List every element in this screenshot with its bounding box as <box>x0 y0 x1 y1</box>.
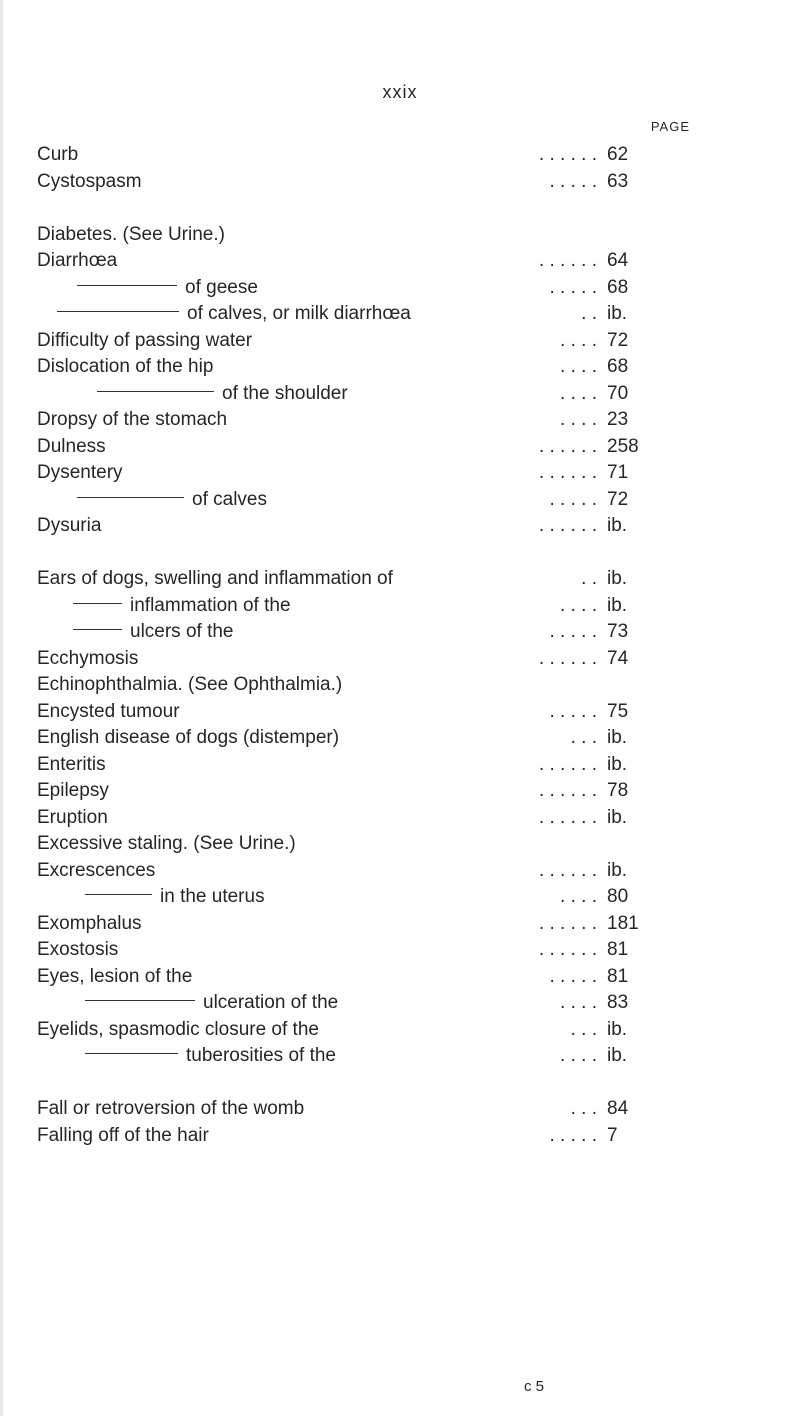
ditto-dash <box>85 1053 178 1054</box>
entry-page-number: 81 <box>607 939 629 960</box>
entry-label: English disease of dogs (distemper) <box>37 727 340 748</box>
entry-label: ulcers of the <box>130 621 234 642</box>
index-entry <box>37 566 697 593</box>
entry-label: Difficulty of passing water <box>37 329 253 351</box>
ditto-dash <box>73 629 122 630</box>
dot-leader: . . . . . <box>549 621 597 642</box>
entry-page-number: 72 <box>607 488 629 510</box>
index-entry <box>37 354 697 381</box>
index-entry <box>37 593 697 620</box>
index-entry <box>37 858 697 885</box>
entry-label: Encysted tumour <box>37 700 180 722</box>
entry-label: tuberosities of the <box>186 1045 336 1066</box>
entry-label: Falling off of the hair <box>37 1124 209 1146</box>
index-entry <box>37 1043 697 1070</box>
dot-leader: . . . . . <box>549 1124 597 1146</box>
dot-leader: . . . . . <box>549 276 597 298</box>
entry-page-number: ib. <box>607 727 628 748</box>
dot-leader: . . . . . <box>549 700 597 722</box>
dot-leader: . . . . <box>560 329 597 351</box>
index-entry <box>37 407 697 434</box>
index-entry <box>37 275 697 302</box>
entry-label: of calves, or milk diarrhœa <box>187 303 411 324</box>
dot-leader: . . . . <box>560 886 597 907</box>
entry-page-number: 64 <box>607 250 629 271</box>
dot-leader: . . <box>581 303 597 324</box>
entry-page-number: 62 <box>607 144 629 165</box>
dot-leader: . . . <box>570 1098 597 1119</box>
index-entry <box>37 1096 697 1123</box>
index-entry <box>37 911 697 938</box>
index-entry <box>37 831 697 858</box>
index-entry <box>37 725 697 752</box>
index-entry <box>37 487 697 514</box>
entry-label: Dysentery <box>37 462 123 483</box>
dot-leader: . . . . . . <box>538 435 597 457</box>
dot-leader: . . . . . . <box>538 780 597 801</box>
entry-label: Cystospasm <box>37 170 142 192</box>
entry-label: of calves <box>192 488 267 510</box>
entry-page-number: ib. <box>607 1045 628 1066</box>
entry-label: Exostosis <box>37 939 119 960</box>
dot-leader: . . . . <box>560 382 597 404</box>
dot-leader: . . . . . . <box>538 939 597 960</box>
entry-page-number: 70 <box>607 382 629 404</box>
index-entry <box>37 884 697 911</box>
index-entry <box>37 460 697 487</box>
entry-label: Echinophthalmia. (See Ophthalmia.) <box>37 674 343 695</box>
entry-label: Dislocation of the hip <box>37 356 214 377</box>
index-entry <box>37 699 697 726</box>
index-entry <box>37 1123 697 1150</box>
page-column-header: PAGE <box>650 119 690 134</box>
index-entry <box>37 805 697 832</box>
index-list <box>37 142 697 1149</box>
entry-page-number: 73 <box>607 621 629 642</box>
dot-leader: . . . . <box>560 992 597 1013</box>
entry-page-number: 80 <box>607 886 629 907</box>
entry-page-number: 75 <box>607 700 629 722</box>
index-entry <box>37 619 697 646</box>
dot-leader: . . . . . . <box>538 462 597 483</box>
ditto-dash <box>77 497 184 498</box>
dot-leader: . . <box>581 568 597 589</box>
entry-label: Dulness <box>37 435 106 457</box>
entry-label: Dropsy of the stomach <box>37 409 228 430</box>
entry-label: Eyelids, spasmodic closure of the <box>37 1018 319 1040</box>
section-gap <box>37 195 697 222</box>
entry-page-number: ib. <box>607 806 628 828</box>
dot-leader: . . . . <box>560 356 597 377</box>
entry-label: Ears of dogs, swelling and inflammation of <box>37 568 393 589</box>
entry-label: of the shoulder <box>222 382 348 404</box>
entry-label: ulceration of the <box>203 992 339 1013</box>
dot-leader: . . . . . . <box>538 250 597 271</box>
entry-page-number: 83 <box>607 992 629 1013</box>
index-entry <box>37 248 697 275</box>
entry-label: Excrescences <box>37 859 156 881</box>
ditto-dash <box>85 1000 195 1001</box>
index-entry <box>37 778 697 805</box>
index-entry <box>37 752 697 779</box>
entry-page-number: 63 <box>607 170 629 192</box>
section-gap <box>37 540 697 567</box>
entry-label: Eruption <box>37 806 108 828</box>
entry-page-number: 71 <box>607 462 629 483</box>
entry-page-number: 74 <box>607 647 629 669</box>
entry-page-number: ib. <box>607 594 628 616</box>
entry-label: Diarrhœa <box>37 250 118 271</box>
ditto-dash <box>97 391 214 392</box>
index-entry <box>37 169 697 196</box>
entry-label: inflammation of the <box>130 594 291 616</box>
entry-label: of geese <box>185 276 258 298</box>
ditto-dash <box>85 894 152 895</box>
index-entry <box>37 672 697 699</box>
entry-page-number: 72 <box>607 329 629 351</box>
dot-leader: . . . . . . <box>538 144 597 165</box>
entry-page-number: 84 <box>607 1098 629 1119</box>
entry-page-number: 81 <box>607 965 629 987</box>
dot-leader: . . . . . . <box>538 753 597 775</box>
index-entry <box>37 937 697 964</box>
entry-page-number: ib. <box>607 303 628 324</box>
index-entry <box>37 222 697 249</box>
page-number: xxix <box>382 82 418 102</box>
ditto-dash <box>77 285 177 286</box>
entry-page-number: 7 <box>607 1124 618 1146</box>
entry-page-number: 181 <box>607 912 639 934</box>
entry-label: Epilepsy <box>37 780 109 801</box>
entry-page-number: ib. <box>607 515 628 536</box>
entry-page-number: 78 <box>607 780 629 801</box>
dot-leader: . . . . <box>560 409 597 430</box>
entry-label: in the uterus <box>160 886 265 907</box>
section-gap <box>37 1070 697 1097</box>
index-entry <box>37 434 697 461</box>
entry-page-number: ib. <box>607 568 628 589</box>
dot-leader: . . . . . . <box>538 912 597 934</box>
dot-leader: . . . <box>570 727 597 748</box>
page-edge-shadow <box>0 0 3 1416</box>
entry-page-number: ib. <box>607 859 628 881</box>
ditto-dash <box>73 603 122 604</box>
index-entry <box>37 142 697 169</box>
index-entry <box>37 301 697 328</box>
signature-mark: c 5 <box>524 1378 545 1395</box>
entry-label: Ecchymosis <box>37 647 139 669</box>
ditto-dash <box>57 311 179 312</box>
index-entry <box>37 513 697 540</box>
index-entry <box>37 990 697 1017</box>
entry-label: Eyes, lesion of the <box>37 965 193 987</box>
dot-leader: . . . . . . <box>538 859 597 881</box>
index-entry <box>37 1017 697 1044</box>
entry-label: Curb <box>37 144 79 165</box>
entry-label: Enteritis <box>37 753 106 775</box>
index-entry <box>37 328 697 355</box>
entry-label: Exomphalus <box>37 912 142 934</box>
entry-page-number: 68 <box>607 276 629 298</box>
entry-label: Fall or retroversion of the womb <box>37 1098 305 1119</box>
index-entry <box>37 646 697 673</box>
dot-leader: . . . <box>570 1018 597 1040</box>
entry-label: Diabetes. (See Urine.) <box>37 223 225 245</box>
dot-leader: . . . . <box>560 594 597 616</box>
entry-page-number: 68 <box>607 356 629 377</box>
dot-leader: . . . . . . <box>538 515 597 536</box>
entry-label: Excessive staling. (See Urine.) <box>37 833 296 854</box>
entry-page-number: 258 <box>607 435 639 457</box>
index-entry <box>37 381 697 408</box>
dot-leader: . . . . . <box>549 488 597 510</box>
dot-leader: . . . . . <box>549 965 597 987</box>
entry-page-number: ib. <box>607 1018 628 1040</box>
index-entry <box>37 964 697 991</box>
dot-leader: . . . . . . <box>538 806 597 828</box>
entry-page-number: 23 <box>607 409 629 430</box>
entry-page-number: ib. <box>607 753 628 775</box>
dot-leader: . . . . . . <box>538 647 597 669</box>
dot-leader: . . . . . <box>549 170 597 192</box>
entry-label: Dysuria <box>37 515 102 536</box>
dot-leader: . . . . <box>560 1045 597 1066</box>
